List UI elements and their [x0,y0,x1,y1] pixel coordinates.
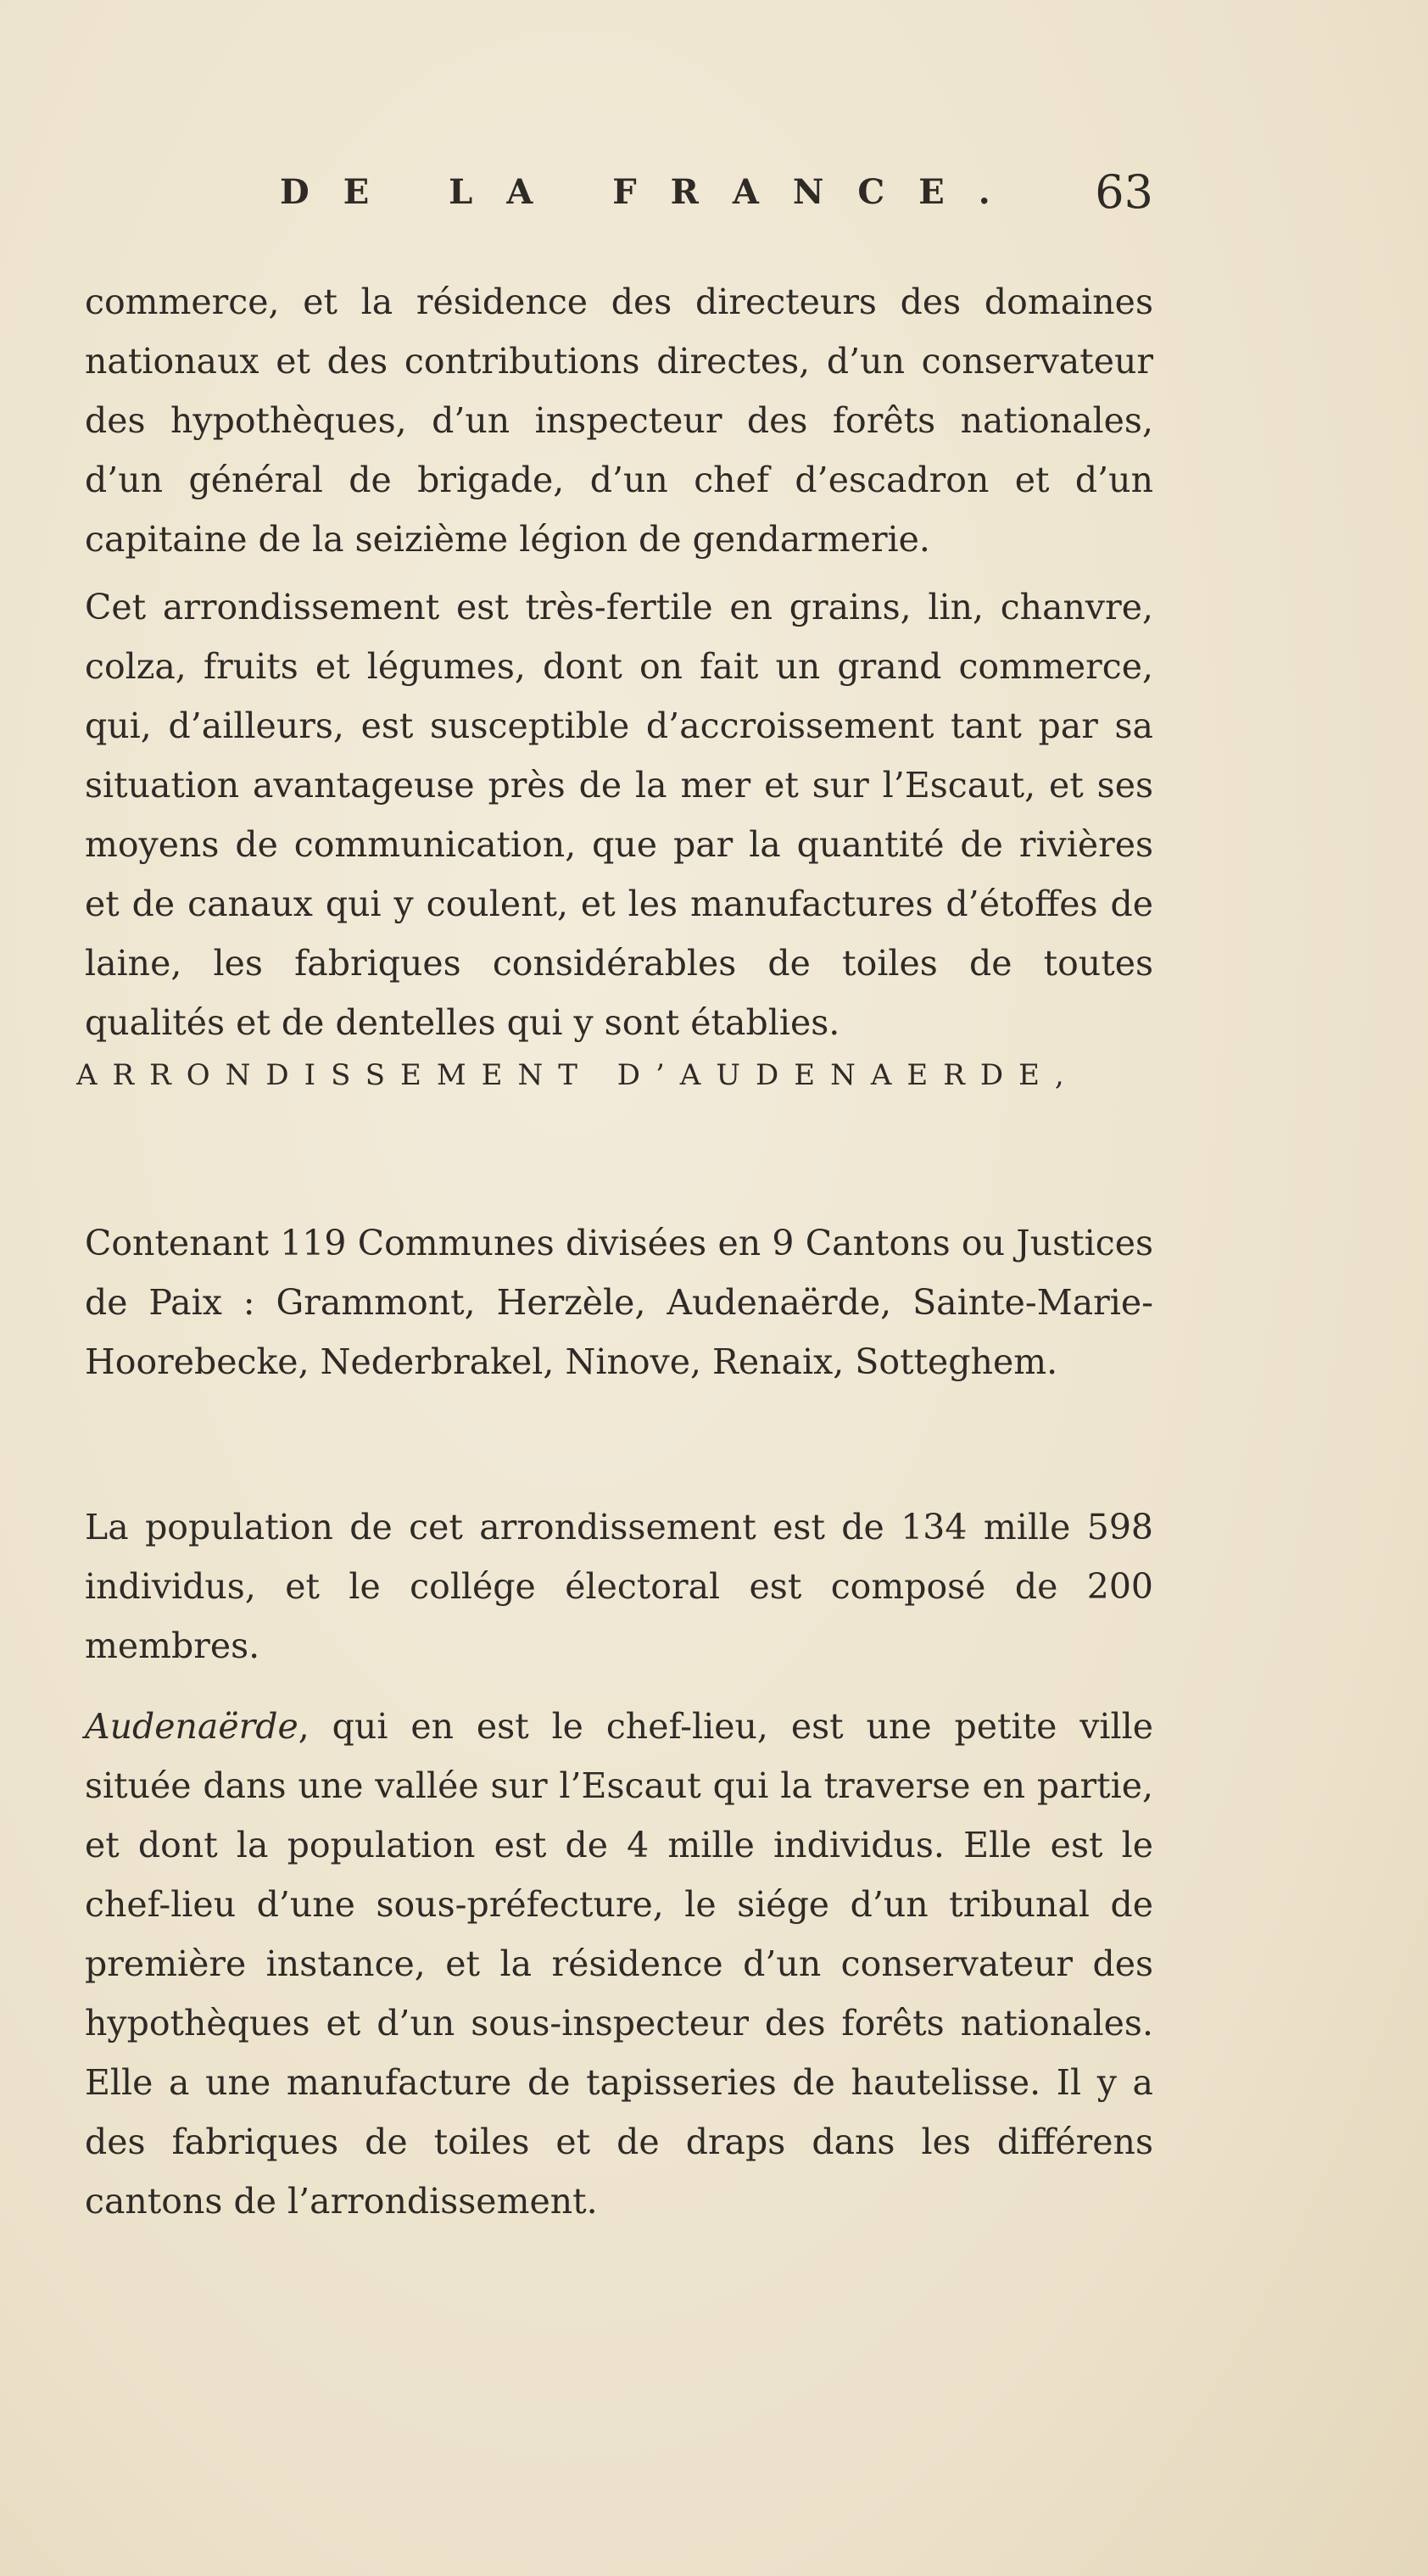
paragraph-commerce: commerce, et la résidence des directeurs des domaines nationaux et des contributions directes, d’un conservateur des hypothèques, d’un inspecteur des forêts nationales, d’un général de brigade, d’un chef d’escadron et d’un capitaine de la seizième légion de gendarmerie. [85,282,1153,560]
page-number: 63 [1095,165,1153,219]
paragraph-population: La population de cet arrondissement est de 134 mille 598 individus, et le collége électoral est composé de 200 membres. [85,1507,1153,1666]
running-head: DE LA FRANCE. [280,172,1024,212]
paragraph-audenaerde [85,1697,1153,2231]
page-header [280,165,1153,225]
paragraph-fertile: Cet arrondissement est très-fertile en grains, lin, chanvre, colza, fruits et légumes, dont on fait un grand commerce, qui, d’ailleurs, est susceptible d’accroissement tant par sa situation avantageuse près de la mer et sur l’Escaut, et ses moyens de communication, que par la quantité de rivières et de canaux qui y coulent, et les manufactures d’étoffes de laine, les fabriques considérables de toiles de toutes qualités et de dentelles qui y sont établies. [85,587,1153,1043]
city-name: Audenaërde [85,1706,298,1747]
city-description: , qui en est le chef-lieu, est une petite ville située dans une vallée sur l’Escaut qui la traverse en partie, et dont la population est de 4 mille individus. Elle est le chef-lieu d’une sous-préfecture, le siége d’un tribunal de première instance, et la résidence d’un conservateur des hypothèques et d’un sous-inspecteur des forêts nationales. Elle a une manufacture de tapisseries de hautelisse. Il y a des fabriques de toiles et de draps dans les différens cantons de l’arrondissement. [85,1706,1153,2222]
section-heading: ARRONDISSEMENT D’AUDENAERDE, [76,1058,1079,1092]
paragraph-contenant: Contenant 119 Communes divisées en 9 Cantons ou Justices de Paix : Grammont, Herzèle, Audenaërde, Sainte-Marie-Hoorebecke, Nederbrakel, Ninove, Renaix, Sotteghem. [85,1223,1153,1382]
